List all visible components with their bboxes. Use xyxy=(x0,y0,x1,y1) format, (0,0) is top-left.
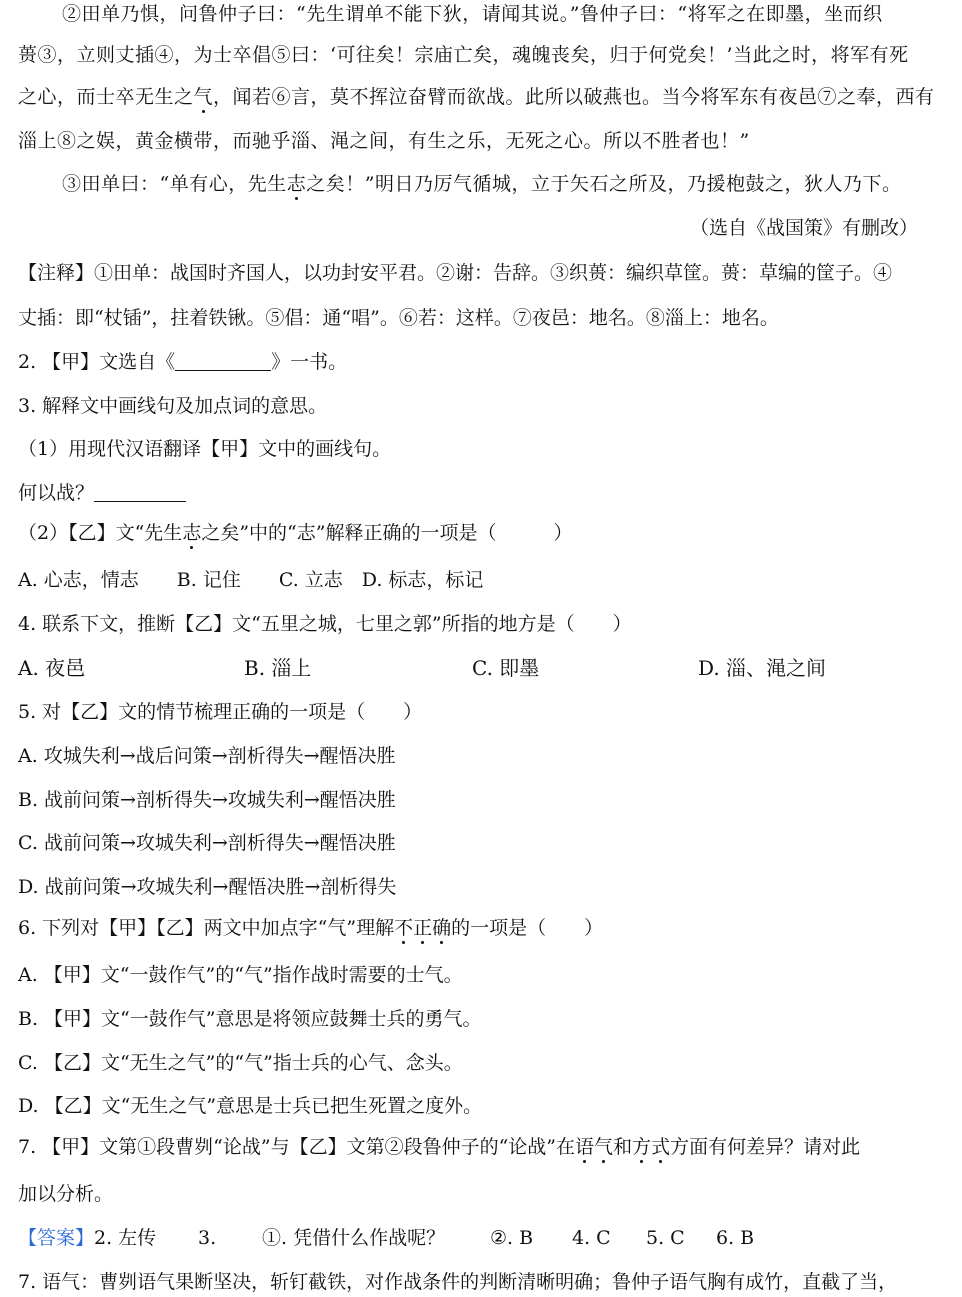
text-segment: ，闻若⑥言，莫不挥泣奋臂而欲战。此所以破燕也。当今将军东有夜邑⑦之奉，西有 xyxy=(213,86,935,108)
notes-line: 丈插：即“杖锸”，拄着铁锹。⑤倡：通“唱”。⑥若：这样。⑦夜邑：地名。⑧淄上：地名。 xyxy=(18,307,779,329)
answer-3: 3. xyxy=(198,1227,217,1249)
text-segment: 6. 下列对【甲】【乙】两文中加点字“气”理解 xyxy=(18,917,395,939)
text-segment: 之心，而士卒无生之 xyxy=(18,86,194,108)
option-a: A. 攻城失利→战后问策→剖析得失→醒悟决胜 xyxy=(18,745,396,767)
question-6-title xyxy=(18,916,932,940)
option-d: D. 淄、渑之间 xyxy=(698,656,827,680)
answer-7: 7. 语气：曹刿语气果断坚决，斩钉截铁，对作战条件的判断清晰明确；鲁仲子语气胸有成竹，直截了当， xyxy=(18,1271,898,1293)
dotted-char: 不 xyxy=(394,917,414,939)
dotted-char: 气 xyxy=(193,86,214,108)
answer-tag: 【答案】 xyxy=(18,1227,95,1249)
question-2 xyxy=(18,350,932,374)
answer-5: 5. C xyxy=(646,1227,685,1249)
answer-3-1: ①. 凭借什么作战呢？ xyxy=(262,1227,446,1249)
answer-2: 2. 左传 xyxy=(94,1227,157,1249)
source-citation: （选自《战国策》有删改） xyxy=(689,217,918,239)
option-a: A. 夜邑 xyxy=(18,656,86,680)
text-segment: 何以战？ xyxy=(18,482,95,504)
question-3-sub2 xyxy=(18,521,932,545)
text-segment: （2）【乙】文“先生 xyxy=(18,522,183,544)
dotted-char: 式 xyxy=(651,1136,671,1158)
answer-line xyxy=(18,1226,156,1250)
dotted-char: 方 xyxy=(632,1136,652,1158)
option-b: B. 淄上 xyxy=(244,656,312,680)
text-segment: 和 xyxy=(613,1136,633,1158)
option-d: D. 【乙】文“无生之气”意思是士兵已把生死置之度外。 xyxy=(18,1095,483,1117)
text-segment: 之矣！”明日乃厉气循城，立于矢石之所及，乃援枹鼓之，狄人乃下。 xyxy=(306,173,902,195)
question-7-line: 加以分析。 xyxy=(18,1183,114,1205)
question-3-title: 3. 解释文中画线句及加点词的意思。 xyxy=(18,395,328,417)
question-3-sub1-sentence xyxy=(18,481,932,505)
option-a: A. 【甲】文“一鼓作气”的“气”指作战时需要的士气。 xyxy=(18,964,463,986)
text-segment: 方面有何差异？请对此 xyxy=(670,1136,861,1158)
text-segment: 之矣”中的“志”解释正确的一项是（ ） xyxy=(201,522,573,544)
passage-line: ②田单乃惧，问鲁仲子曰：“先生谓单不能下狄，请闻其说。”鲁仲子曰：“将军之在即墨，坐而织 xyxy=(62,3,883,25)
notes-line: 【注释】①田单：战国时齐国人，以功封安平君。②谢：告辞。③织蒉：编织草筐。蒉：草编的筐子。④ xyxy=(18,262,893,284)
option-b: B. 战前问策→剖析得失→攻城失利→醒悟决胜 xyxy=(18,789,396,811)
question-3-options: A. 心志，情志 B. 记住 C. 立志 D. 标志，标记 xyxy=(18,569,484,591)
text-segment: 的一项是（ ） xyxy=(451,917,604,939)
option-b: B. 【甲】文“一鼓作气”意思是将领应鼓舞士兵的勇气。 xyxy=(18,1008,482,1030)
option-d: D. 战前问策→攻城失利→醒悟决胜→剖析得失 xyxy=(18,876,397,898)
dotted-char: 语 xyxy=(575,1136,595,1158)
answer-blank xyxy=(175,352,271,371)
option-c: C. 【乙】文“无生之气”的“气”指士兵的心气、念头。 xyxy=(18,1052,463,1074)
text-segment: 》一书。 xyxy=(271,351,348,373)
question-7-line xyxy=(18,1135,932,1159)
answer-3-2: ②. B xyxy=(490,1227,534,1249)
answer-4: 4. C xyxy=(572,1227,611,1249)
dotted-char: 志 xyxy=(286,173,307,195)
passage-line xyxy=(18,85,935,109)
passage-line xyxy=(62,172,932,196)
text-segment: 2. 【甲】文选自《 xyxy=(18,351,176,373)
passage-line: 淄上⑧之娱，黄金横带，而驰乎淄、渑之间，有生之乐，无死之心。所以不胜者也！” xyxy=(18,130,750,152)
text-segment: 7. 【甲】文第①段曹刿“论战”与【乙】文第②段鲁仲子的“论战”在 xyxy=(18,1136,576,1158)
option-c: C. 战前问策→攻城失利→剖析得失→醒悟决胜 xyxy=(18,832,396,854)
dotted-char: 确 xyxy=(432,917,452,939)
question-3-sub1: （1）用现代汉语翻译【甲】文中的画线句。 xyxy=(18,438,392,460)
option-c: C. 即墨 xyxy=(472,656,540,680)
question-4-title: 4. 联系下文，推断【乙】文“五里之城，七里之郭”所指的地方是（ ） xyxy=(18,613,632,635)
dotted-char: 正 xyxy=(413,917,433,939)
dotted-char: 志 xyxy=(182,522,202,544)
dotted-char: 气 xyxy=(594,1136,614,1158)
answer-blank xyxy=(94,483,186,502)
text-segment: ③田单曰：“单有心，先生 xyxy=(62,173,287,195)
answer-6: 6. B xyxy=(716,1227,755,1249)
question-5-title: 5. 对【乙】文的情节梳理正确的一项是（ ） xyxy=(18,701,423,723)
passage-line: 蒉③，立则丈插④，为士卒倡⑤曰：‘可往矣！宗庙亡矣，魂魄丧矣，归于何党矣！’当此之时，将军有死 xyxy=(18,44,909,66)
